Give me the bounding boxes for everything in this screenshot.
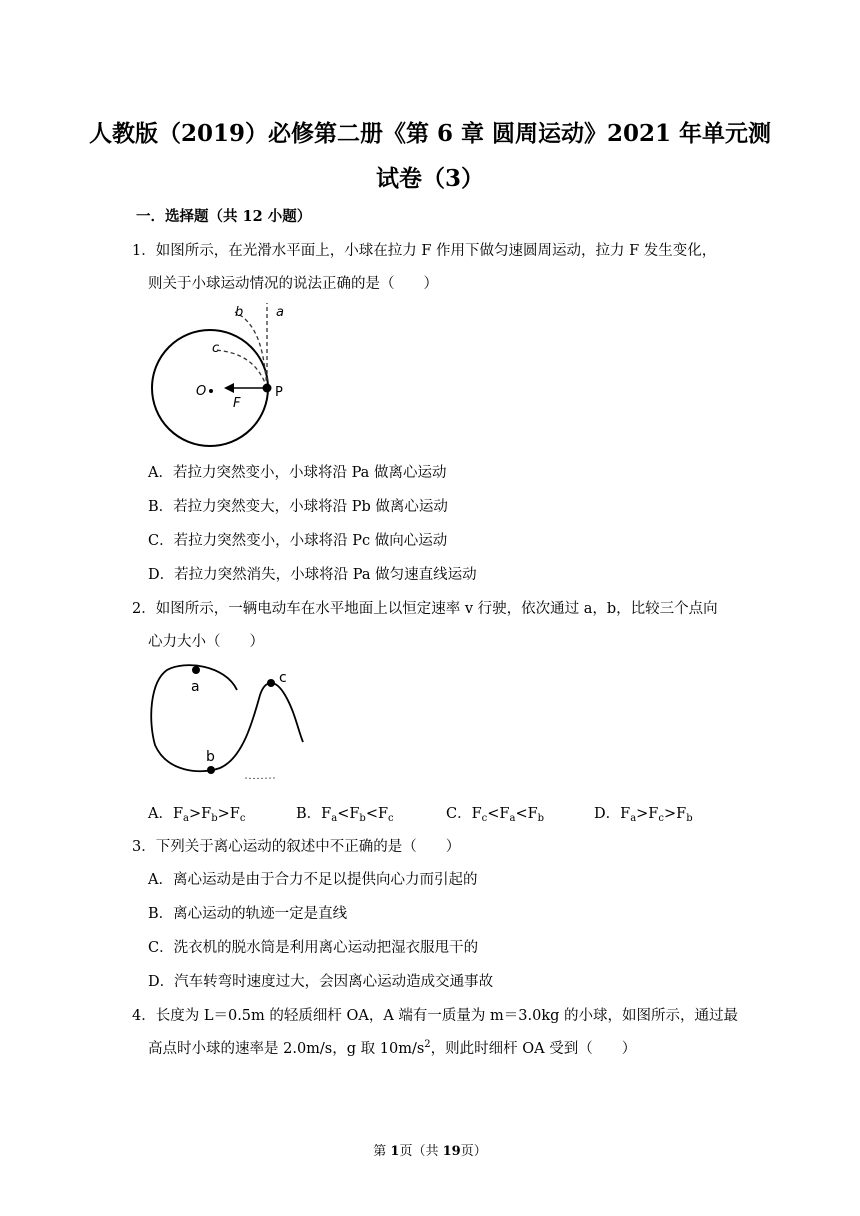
current-page: 1 <box>390 1144 400 1159</box>
force-arrowhead <box>224 383 234 393</box>
page-footer: 第 1页（共 19页） <box>373 1144 487 1159</box>
question-4-text: 4．长度为 L＝0.5m 的轻质细杆 OA，A 端有一质量为 m＝3.0kg 的小球，如图所示，通过最 <box>132 1008 739 1024</box>
label-f: F <box>233 396 241 411</box>
label-b: b <box>206 749 215 765</box>
question-3-option-b: B．离心运动的轨迹一定是直线 <box>148 906 348 922</box>
path-b <box>235 312 267 388</box>
point-b <box>207 766 215 774</box>
question-3-text: 3．下列关于离心运动的叙述中不正确的是（ ） <box>132 839 461 855</box>
question-1-text-cont: 则关于小球运动情况的说法正确的是（ ） <box>148 276 438 292</box>
question-4-text-cont: 高点时小球的速率是 2.0m/s，g 取 $10m/s^2$，则此时细杆 OA 受到（ ） <box>148 1039 637 1057</box>
label-a: a <box>191 679 200 695</box>
document-title-line-2: 试卷（3） <box>375 165 484 192</box>
question-1-text: 1．如图所示，在光滑水平面上，小球在拉力 F 作用下做匀速圆周运动，拉力 F 发生变化， <box>132 243 717 259</box>
label-c: c <box>212 341 220 356</box>
question-2-text-cont: 心力大小（ ） <box>148 634 264 650</box>
point-c <box>267 679 275 687</box>
question-3-option-c: C．洗衣机的脱水筒是利用离心运动把湿衣服甩干的 <box>148 940 479 956</box>
point-a <box>192 666 200 674</box>
center-point <box>209 389 213 393</box>
question-3-option-d: D．汽车转弯时速度过大，会因离心运动造成交通事故 <box>148 974 494 990</box>
question-2-text: 2．如图所示，一辆电动车在水平地面上以恒定速率 v 行驶，依次通过 a，b，比较三个点向 <box>132 601 718 617</box>
total-pages: 19 <box>442 1144 461 1159</box>
label-b: b <box>235 305 244 320</box>
section-heading: 一．选择题（共 12 小题） <box>136 208 312 225</box>
document-title-line-1: 人教版（2019）必修第二册《第 6 章 圆周运动》2021 年单元测 <box>88 120 772 147</box>
question-1-option-d: D．若拉力突然消失，小球将沿 Pa 做匀速直线运动 <box>148 567 477 583</box>
label-p: P <box>275 385 283 400</box>
question-2-option-a: A．$F_a>F_b>F_c$ <box>148 806 246 824</box>
label-c: c <box>279 670 287 686</box>
question-1-option-b: B．若拉力突然变大，小球将沿 Pb 做离心运动 <box>148 499 448 515</box>
question-1-figure <box>140 300 300 455</box>
question-1-option-c: C．若拉力突然变小，小球将沿 Pc 做向心运动 <box>148 533 448 549</box>
question-2-figure <box>145 660 315 785</box>
point-p <box>263 384 272 393</box>
question-1-option-a: A．若拉力突然变小，小球将沿 Pa 做离心运动 <box>148 465 447 481</box>
question-2-option-c: C．$F_c<F_a<F_b$ <box>446 806 545 824</box>
question-2-option-d: D．$F_a>F_c>F_b$ <box>594 806 693 824</box>
label-o: O <box>196 384 207 399</box>
label-a: a <box>276 305 284 320</box>
question-3-option-a: A．离心运动是由于合力不足以提供向心力而引起的 <box>148 872 478 888</box>
question-2-option-b: B．$F_a<F_b<F_c$ <box>296 806 394 824</box>
